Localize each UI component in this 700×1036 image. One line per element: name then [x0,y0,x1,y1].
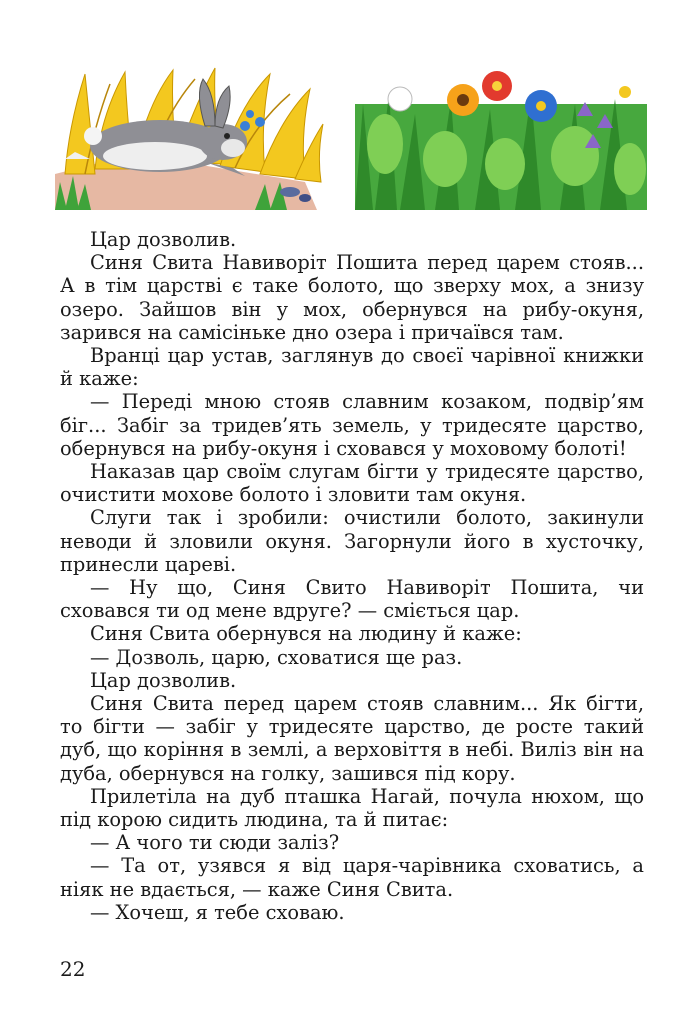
paragraph: Вранці цар устав, заглянув до своєї чарівної книжки й каже: [60,344,644,391]
hare-illustration [55,64,330,210]
page-number: 22 [60,957,86,981]
paragraph: Синя Свита Навиворіт Пошита перед царем стояв... А в тім царстві є таке болото, що зверху мох, а знизу озеро. Зайшов він у мох, обернувся на рибу-окуня, зарився на самісіньке дно озера і причаївся там. [60,251,644,344]
paragraph: Цар дозволив. [90,668,237,692]
paragraph: Прилетіла на дуб пташка Нагай, почула нюхом, що під корою сидить людина, та й питає: [60,784,644,832]
paragraph: Синя Свита обернувся на людину й каже: [90,622,522,646]
paragraph: Слуги так і зробили: очистили болото, закинули неводи й зловили окуня. Загорнули його в хусточку, принесли цареві. [60,506,644,576]
paragraph: — А чого ти сюди заліз? [90,831,340,855]
paragraph: — Переді мною стояв славним козаком, подвір’ям біг... Забіг за тридев’ять земель, у тридесяте царство, обернувся на рибу-окуня і сховався у моховому болоті! [60,390,644,460]
paragraph: Наказав цар своїм слугам бігти у тридесяте царство, очистити мохове болото і зловити там окуня. [60,460,644,507]
paragraph: — Ну що, Синя Свито Навиворіт Пошита, чи сховався ти од мене вдруге? — сміється цар. [60,576,644,623]
paragraph: Цар дозволив. [90,228,237,251]
paragraph: — Дозволь, царю, сховатися ще раз. [90,645,463,669]
paragraph: Синя Свита перед царем стояв славним... Як бігти, то бігти — забіг у тридесяте царство, де росте такий дуб, що коріння в землі, а верховіття в небі. Виліз він на дуба, обернувся на голку, зашився під кору. [60,692,644,785]
story-text [60,228,644,924]
flowers-illustration [355,64,647,210]
paragraph: — Хочеш, я тебе сховаю. [90,900,345,924]
paragraph: — Та от, узявся я від царя-чарівника сховатись, а ніяк не вдається, — каже Синя Свита. [60,854,644,901]
